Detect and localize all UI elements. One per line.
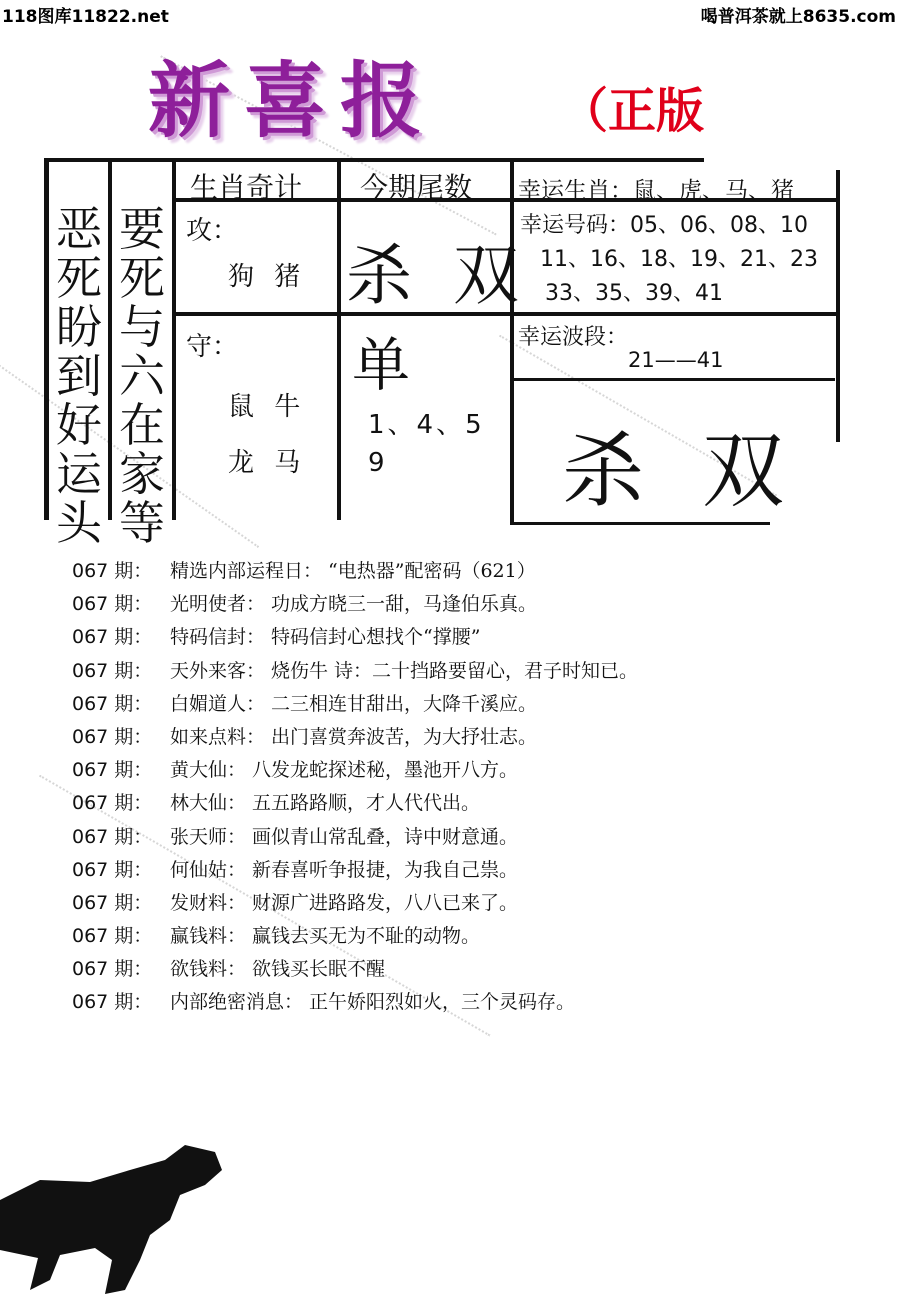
defend-line1: 鼠 牛 [228, 392, 307, 422]
list-item-period: 067 期： [72, 858, 153, 881]
list-item-text: 赢钱去买无为不耻的动物。 [252, 925, 481, 948]
list-item-label: 发财料： [170, 891, 247, 914]
attack-value: 狗 猪 [228, 262, 307, 292]
list-item [72, 921, 638, 954]
list-item-label: 黄大仙： [170, 759, 247, 782]
list-item [72, 656, 638, 689]
defend-line2: 龙 马 [228, 448, 307, 478]
lucky-wave-label: 幸运波段： [518, 325, 629, 350]
lucky-numbers-line3: 33、35、39、41 [545, 281, 723, 306]
list-item [72, 987, 638, 1020]
list-item-text: “电热器”配密码（621） [328, 560, 536, 582]
list-item-period: 067 期： [72, 759, 153, 782]
list-item-text: 烧伤牛 诗：二十挡路要留心，君子时知已。 [271, 659, 639, 682]
list-item-label: 张天师： [170, 825, 247, 848]
list-item-text: 特码信封心想找个“撑腰” [271, 626, 481, 649]
list-item-label: 如来点料： [170, 725, 266, 748]
list-item-label: 林大仙： [170, 792, 247, 815]
table-line [510, 160, 514, 525]
header-zodiac: 生肖奇计 [190, 171, 303, 204]
list-item-period: 067 期： [72, 692, 153, 715]
lucky-numbers-line1: 幸运号码：05、06、08、10 [520, 213, 808, 238]
table-line [44, 158, 704, 162]
big-kill: 杀 双 [562, 424, 801, 519]
list-item-period: 067 期： [72, 593, 153, 616]
list-item [72, 954, 638, 987]
table-line [108, 158, 112, 520]
list-item-period: 067 期： [72, 560, 153, 582]
list-item [72, 689, 638, 722]
list-item-text: 正午娇阳烈如火，三个灵码存。 [309, 991, 576, 1014]
site-name-right[interactable]: 喝普洱茶就上8635.com [700, 7, 896, 27]
table-line [836, 170, 840, 442]
list-item [72, 722, 638, 755]
list-item-text: 画似青山常乱叠，诗中财意通。 [252, 825, 519, 848]
list-item [72, 822, 638, 855]
table-line [510, 378, 835, 381]
prediction-list [72, 556, 638, 1021]
list-item-text: 出门喜赏奔波苦，为大抒壮志。 [271, 725, 538, 748]
list-item-text: 八发龙蛇探述秘，墨池开八方。 [252, 759, 519, 782]
list-item [72, 622, 638, 655]
list-item-text: 欲钱买长眠不醒 [252, 958, 386, 981]
tail-numbers-line1: 1、4、5 [368, 410, 485, 440]
list-item [72, 589, 638, 622]
tail-kill: 杀 双 [346, 237, 529, 314]
list-item-period: 067 期： [72, 991, 153, 1014]
list-item-text: 新春喜听争报捷，为我自己祟。 [252, 858, 519, 881]
tail-numbers-line2: 9 [368, 448, 385, 478]
header-lucky-zodiac: 幸运生肖：鼠、虎、马、猪 [518, 178, 794, 204]
list-item-period: 067 期： [72, 792, 153, 815]
list-item-label: 白媚道人： [170, 692, 266, 715]
list-item-label: 特码信封： [170, 626, 266, 649]
list-item-text: 财源广进路路发，八八已来了。 [252, 891, 519, 914]
list-item-period: 067 期： [72, 626, 153, 649]
list-item [72, 755, 638, 788]
table-line [44, 158, 49, 520]
list-item-text: 功成方晓三一甜，马逢伯乐真。 [271, 593, 538, 616]
list-item-period: 067 期： [72, 725, 153, 748]
list-item-label: 光明使者： [170, 593, 266, 616]
list-item-label: 赢钱料： [170, 925, 247, 948]
list-item-label: 欲钱料： [170, 958, 247, 981]
list-item-period: 067 期： [72, 891, 153, 914]
list-item-text: 二三相连甘甜出，大降千溪应。 [271, 692, 538, 715]
attack-label: 攻： [186, 216, 239, 246]
list-item [72, 855, 638, 888]
site-name-left[interactable]: 118图库11822.net [2, 7, 169, 27]
table-line [172, 158, 176, 520]
tail-single: 单 [352, 331, 411, 399]
table-line [337, 160, 341, 520]
defend-label: 守： [186, 332, 239, 362]
list-item-period: 067 期： [72, 925, 153, 948]
list-item-period: 067 期： [72, 825, 153, 848]
lucky-numbers-line2: 11、16、18、19、21、23 [540, 247, 818, 272]
left-slogan-1: 恶死盼到好运头 [56, 202, 102, 550]
list-item-label: 天外来客： [170, 659, 266, 682]
list-item [72, 788, 638, 821]
header-tail: 今期尾数 [360, 171, 473, 204]
list-item [72, 556, 638, 589]
list-item-period: 067 期： [72, 659, 153, 682]
page-title: 新喜报 [148, 53, 437, 149]
list-item-label: 精选内部运程日： [170, 560, 323, 582]
edition-label: （正版 [560, 83, 705, 139]
list-item-label: 内部绝密消息： [170, 991, 304, 1014]
list-item-period: 067 期： [72, 958, 153, 981]
list-item [72, 888, 638, 921]
ox-silhouette-icon [0, 1140, 240, 1294]
left-slogan-2: 要死与六在家等 [119, 202, 165, 550]
lucky-wave-value: 21——41 [628, 348, 724, 372]
list-item-text: 五五路路顺，才人代代出。 [252, 792, 481, 815]
list-item-label: 何仙姑： [170, 858, 247, 881]
